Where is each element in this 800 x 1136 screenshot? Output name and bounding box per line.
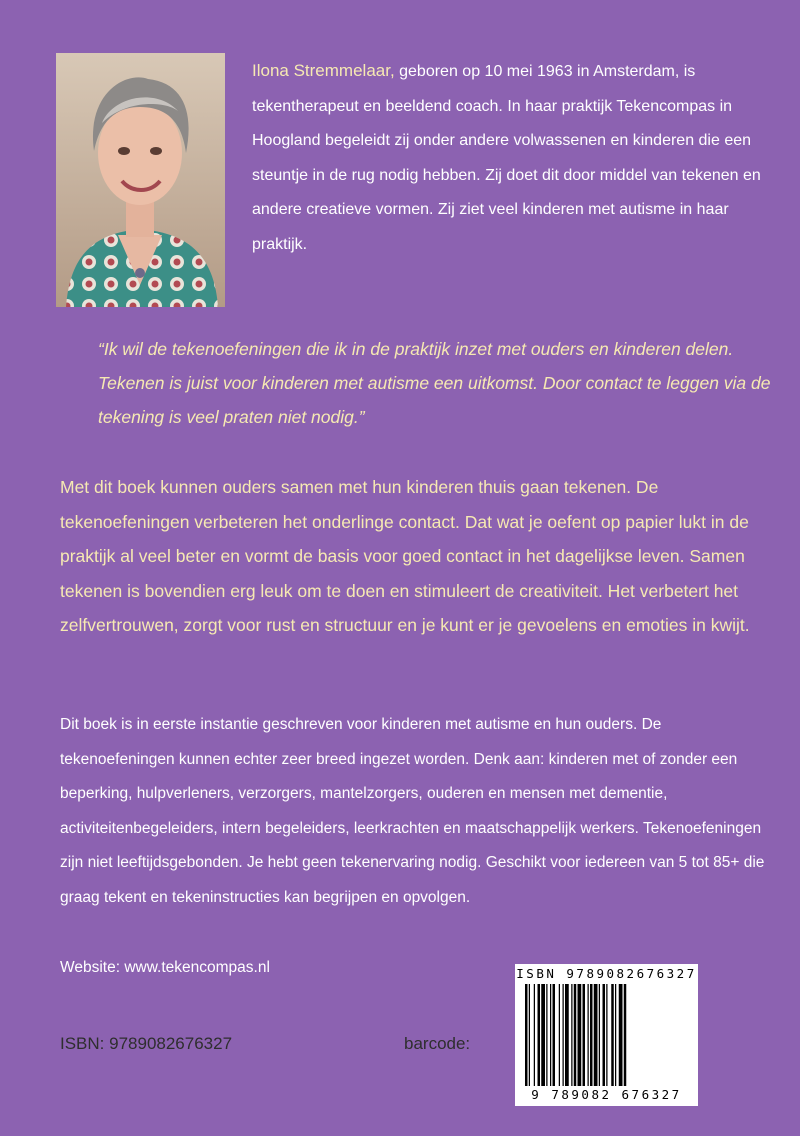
barcode-bar xyxy=(538,984,541,1086)
author-name: Ilona Stremmelaar, xyxy=(252,61,395,80)
barcode-label: barcode: xyxy=(404,1034,471,1053)
author-quote: “Ik wil de tekenoefeningen die ik in de praktijk inzet met ouders en kinderen delen. Tekenen is juist voor kinderen met autisme een uitkomst. Door contact te leggen via de tekening is veel praten niet nodig.” xyxy=(98,339,771,427)
barcode-bar xyxy=(563,984,564,1086)
barcode-bar xyxy=(603,984,606,1086)
barcode-bar xyxy=(571,984,572,1086)
author-photo xyxy=(56,53,225,307)
barcode-bar xyxy=(606,984,607,1086)
barcode-bar xyxy=(599,984,600,1086)
barcode-bar xyxy=(525,984,528,1086)
isbn-text: ISBN: 9789082676327 xyxy=(60,1034,233,1053)
author-bio-text: geboren op 10 mei 1963 in Amsterdam, is tekentherapeut en beeldend coach. In haar praktijk Tekencompas in Hoogland begeleidt zij onder andere volwassenen en kinderen die een steuntje in de rug nodig hebben. Zij doet dit door middel van tekenen en andere creatieve vormen. Zij ziet veel kinderen met autisme in haar praktijk. xyxy=(252,63,761,253)
barcode-bar xyxy=(559,984,560,1086)
barcode-bottom-text: 9 789082 676327 xyxy=(531,1087,682,1102)
barcode-bar xyxy=(611,984,614,1086)
barcode-bar xyxy=(590,984,593,1086)
barcode-bar xyxy=(588,984,589,1086)
barcode-bar xyxy=(574,984,577,1086)
barcode-bar xyxy=(541,984,545,1086)
barcode-bars xyxy=(523,984,690,1086)
barcode-bar xyxy=(565,984,569,1086)
barcode-bar xyxy=(550,984,551,1086)
barcode-bar xyxy=(619,984,623,1086)
barcode-bar xyxy=(594,984,598,1086)
barcode-bar xyxy=(615,984,616,1086)
barcode-bar xyxy=(529,984,530,1086)
barcode-bar xyxy=(553,984,556,1086)
barcode-top-text: ISBN 9789082676327 xyxy=(516,966,697,981)
barcode-bar xyxy=(546,984,547,1086)
author-bio xyxy=(252,54,772,262)
barcode xyxy=(515,964,698,1106)
website-line: Website: www.tekencompas.nl xyxy=(60,959,270,976)
barcode-bar xyxy=(583,984,586,1086)
barcode-bar xyxy=(624,984,627,1086)
author-portrait-image xyxy=(56,53,225,307)
audience-paragraph: Dit boek is in eerste instantie geschreven voor kinderen met autisme en hun ouders. De tekenoefeningen kunnen echter zeer breed ingezet worden. Denk aan: kinderen met of zonder een beperking, hulpverleners, verzorgers, mantelzorgers, ouderen en mensen met dementie, activiteitenbegeleiders, intern begeleiders, leerkrachten en maatschappelijk werkers. Tekenoefeningen zijn niet leeftijdsgebonden. Je hebt geen tekenervaring nodig. Geschikt voor iedereen van 5 tot 85+ die graag tekent en tekeninstructies kan begrijpen en opvolgen. xyxy=(60,716,765,906)
barcode-bar xyxy=(578,984,582,1086)
barcode-bar xyxy=(534,984,535,1086)
intro-paragraph: Met dit boek kunnen ouders samen met hun kinderen thuis gaan tekenen. De tekenoefeningen verbeteren het onderlinge contact. Dat wat je oefent op papier lukt in de praktijk al veel beter en vormt de basis voor goed contact in het dagelijkse leven. Samen tekenen is bovendien erg leuk om te doen en stimuleert de creativiteit. Het verbetert het zelfvertrouwen, zorgt voor rust en structuur en je kunt er je gevoelens en emoties in kwijt. xyxy=(60,477,750,635)
